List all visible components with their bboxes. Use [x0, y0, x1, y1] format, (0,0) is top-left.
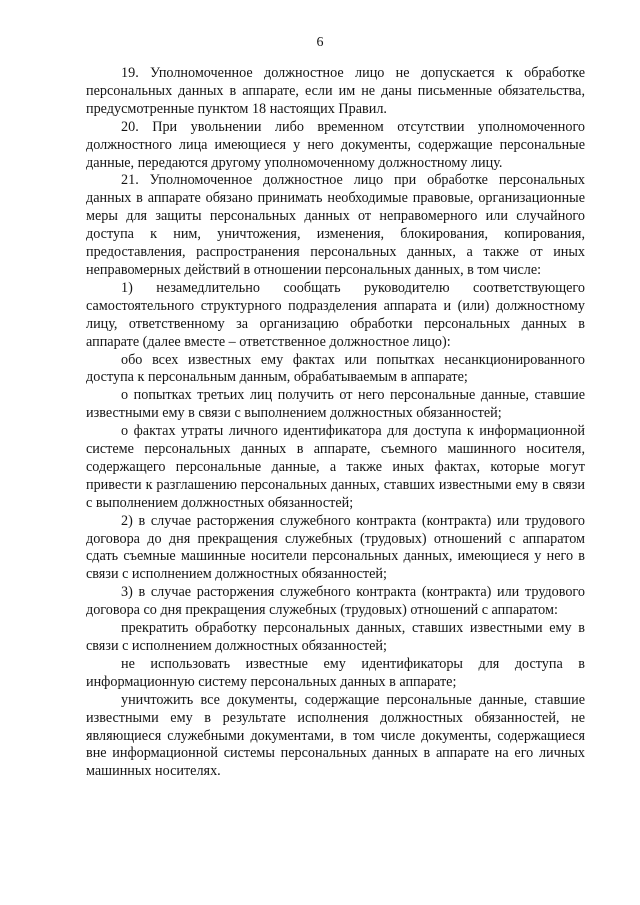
- paragraph-21-item-2: 2) в случае расторжения служебного контракта (контракта) или трудового договора до дня прекращения служебных (трудовых) отношений с аппаратом сдать съемные машинные носители персональных данных, имеющиеся у него в связи с исполнением должностных обязанностей;: [86, 512, 585, 583]
- paragraph-21-item-1-unauthorized-access: обо всех известных ему фактах или попытках несанкционированного доступа к персональным данным, обрабатываемым в аппарате;: [86, 351, 585, 386]
- paragraph-19: 19. Уполномоченное должностное лицо не допускается к обработке персональных данных в аппарате, если им не даны письменные обязательства, предусмотренные пунктом 18 настоящих Правил.: [86, 65, 585, 117]
- document-body: [86, 65, 585, 781]
- page-number: 6: [316, 35, 324, 50]
- paragraph-21-item-1-third-parties: о попытках третьих лиц получить от него персональные данные, ставшие известными ему в связи с выполнением должностных обязанностей;: [86, 387, 585, 422]
- paragraph-20: 20. При увольнении либо временном отсутствии уполномоченного должностного лица имеющиеся у него документы, содержащие персональные данные, передаются другому уполномоченному должностному лицу.: [86, 118, 585, 171]
- paragraph-21-item-3-identifiers: не использовать известные ему идентификаторы для доступа в информационную систему персональных данных в аппарате;: [86, 655, 585, 690]
- paragraph-21-item-1: 1) незамедлительно сообщать руководителю соответствующего самостоятельного структурного подразделения аппарата и (или) должностному лицу, ответственному за организацию обработки персональных данных в аппарате (далее вместе – ответственное должностное лицо):: [86, 279, 585, 350]
- paragraph-21-item-3-destroy-documents: уничтожить все документы, содержащие персональные данные, ставшие известными ему в результате исполнения должностных обязанностей, не являющиеся служебными документами, в том числе документы, содержащиеся вне информационной системы персональных данных в аппарате на его личных машинных носителях.: [86, 691, 585, 780]
- paragraph-21: 21. Уполномоченное должностное лицо при обработке персональных данных в аппарате обязано принимать необходимые правовые, организационные меры для защиты персональных данных от неправомерного или случайного доступа к ним, уничтожения, изменения, блокирования, копирования, предоставления, распространения персональных данных, а также от иных неправомерных действий в отношении персональных данных, в том числе:: [86, 172, 585, 278]
- paragraph-21-item-3: 3) в случае расторжения служебного контракта (контракта) или трудового договора со дня прекращения служебных (трудовых) отношений с аппаратом:: [86, 584, 585, 619]
- paragraph-21-item-1-identifier-loss: о фактах утраты личного идентификатора для доступа к информационной системе персональных данных в аппарате, съемного машинного носителя, содержащего персональные данные, а также иных фактах, которые могут привести к разглашению персональных данных, ставших известными ему в связи с выполнением должностных обязанностей;: [86, 423, 585, 511]
- paragraph-21-item-3-stop-processing: прекратить обработку персональных данных, ставших известными ему в связи с исполнением должностных обязанностей;: [86, 620, 585, 654]
